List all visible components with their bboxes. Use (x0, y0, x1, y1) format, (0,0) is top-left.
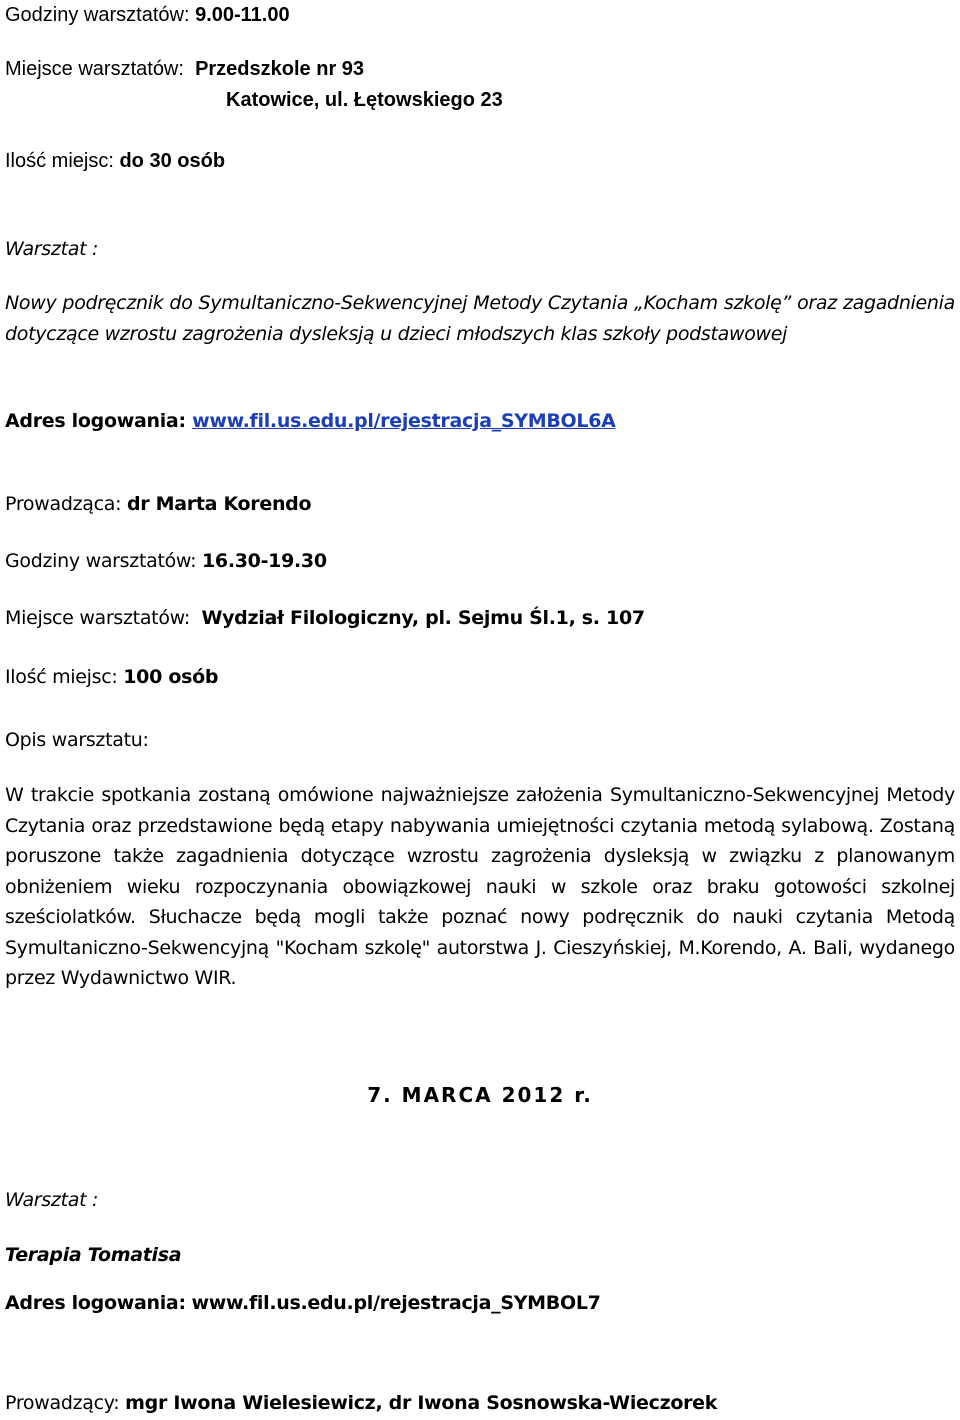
place-value-3: Wydział Filologiczny, pl. Sejmu Śl.1, s. 107 (201, 607, 645, 629)
hours-line-2 (5, 548, 327, 574)
login-line (5, 408, 616, 434)
login-link[interactable]: www.fil.us.edu.pl/rejestracja_SYMBOL6A (192, 410, 616, 432)
login-line-2 (5, 1290, 601, 1316)
seats-value: do 30 osób (119, 150, 226, 172)
leaders-line (5, 1390, 717, 1416)
description-label: Opis warsztatu: (5, 729, 149, 751)
place-line (5, 56, 364, 82)
seats-line-2 (5, 664, 218, 690)
place-address (226, 87, 503, 113)
hours-label-2: Godziny warsztatów: (5, 550, 197, 572)
workshop-label: Warsztat : (5, 238, 99, 260)
hours-value-2: 16.30-19.30 (201, 550, 327, 572)
hours-label: Godziny warsztatów: (5, 4, 190, 26)
date-heading: 7. MARCA 2012 r. (367, 1083, 593, 1107)
workshop-title: Nowy podręcznik do Symultaniczno-Sekwencyjnej Metody Czytania „Kocham szkolę” oraz zagadnienia dotyczące wzrostu zagrożenia dysleksją u dzieci młodszych klas szkoły podstawowej (5, 292, 955, 345)
hours-value: 9.00-11.00 (195, 4, 290, 26)
place-label-2: Miejsce warsztatów: (5, 607, 190, 629)
leaders-value: mgr Iwona Wielesiewicz, dr Iwona Sosnowska-Wieczorek (125, 1392, 718, 1414)
seats-value-2: 100 osób (123, 666, 219, 688)
place-label: Miejsce warsztatów: (5, 58, 184, 80)
seats-line (5, 148, 225, 174)
leader-label: Prowadząca: (5, 493, 122, 515)
leaders-label: Prowadzący: (5, 1392, 120, 1414)
hours-line (5, 2, 290, 28)
workshop-label-2: Warsztat : (5, 1189, 99, 1211)
login-label-2: Adres logowania: (5, 1292, 186, 1314)
seats-label-2: Ilość miejsc: (5, 666, 118, 688)
leader-value: dr Marta Korendo (126, 493, 312, 515)
place-value-1: Przedszkole nr 93 (195, 58, 365, 80)
login-label: Adres logowania: (5, 410, 186, 432)
place-value-2: Katowice, ul. Łętowskiego 23 (226, 89, 503, 111)
description-text: W trakcie spotkania zostaną omówione najważniejsze założenia Symultaniczno-Sekwencyjnej Metody Czytania oraz przedstawione będą etapy nabywania umiejętności czytania metodą sylabową. Zostaną poruszone także zagadnienia dotyczące wzrostu zagrożenia dysleksją w związku z planowanym obniżeniem wieku rozpoczynania obowiązkowej nauki w szkole oraz braku gotowości szkolnej sześciolatków. Słuchacze będą mogli także poznać nowy podręcznik do nauki czytania Metodą Symultaniczno-Sekwencyjną "Kocham szkolę" autorstwa J. Cieszyńskiej, M.Korendo, A. Bali, wydanego przez Wydawnictwo WIR. (5, 784, 955, 989)
workshop-title-2: Terapia Tomatisa (5, 1244, 182, 1266)
seats-label: Ilość miejsc: (5, 150, 114, 172)
place-line-2 (5, 605, 645, 631)
leader-line (5, 491, 311, 517)
login-url-2[interactable]: www.fil.us.edu.pl/rejestracja_SYMBOL7 (191, 1292, 601, 1314)
